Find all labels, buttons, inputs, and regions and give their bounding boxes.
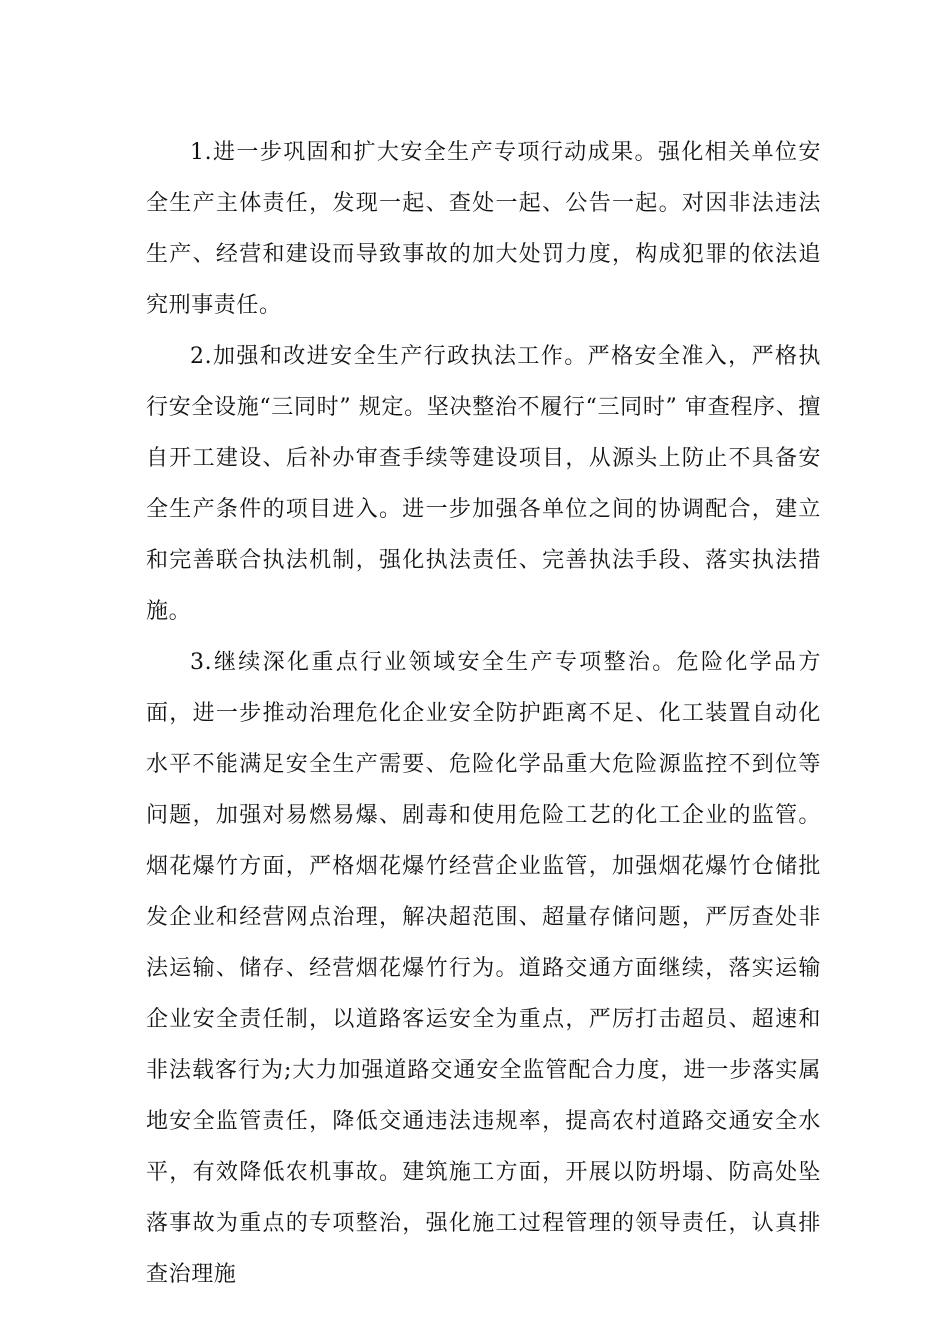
paragraph-1: 1.进一步巩固和扩大安全生产专项行动成果。强化相关单位安全生产主体责任，发现一起、查处一起、公告一起。对因非法违法生产、经营和建设而导致事故的加大处罚力度，构成犯罪的依法追究刑事责任。 — [146, 140, 821, 318]
paragraph-2: 2.加强和改进安全生产行政执法工作。严格安全准入，严格执行安全设施“三同时” 规定。坚决整治不履行“三同时” 审查程序、擅自开工建设、后补办审查手续等建设项目，从源头上防止不具备安全生产条件的项目进入。进一步加强各单位之间的协调配合，建立和完善联合执法机制，强化执法责任、完善执法手段、落实执法措施。 — [146, 344, 821, 624]
document-body — [146, 127, 821, 1300]
paragraph-3: 3.继续深化重点行业领域安全生产专项整治。危险化学品方面，进一步推动治理危化企业安全防护距离不足、化工装置自动化水平不能满足安全生产需要、危险化学品重大危险源监控不到位等问题，加强对易燃易爆、剧毒和使用危险工艺的化工企业的监管。烟花爆竹方面，严格烟花爆竹经营企业监管，加强烟花爆竹仓储批发企业和经营网点治理，解决超范围、超量存储问题，严厉查处非法运输、储存、经营烟花爆竹行为。道路交通方面继续，落实运输企业安全责任制，以道路客运安全为重点，严厉打击超员、超速和非法载客行为;大力加强道路交通安全监管配合力度，进一步落实属地安全监管责任，降低交通违法违规率，提高农村道路交通安全水平，有效降低农机事故。建筑施工方面，开展以防坍塌、防高处坠落事故为重点的专项整治，强化施工过程管理的领导责任，认真排查治理施 — [146, 650, 821, 1287]
